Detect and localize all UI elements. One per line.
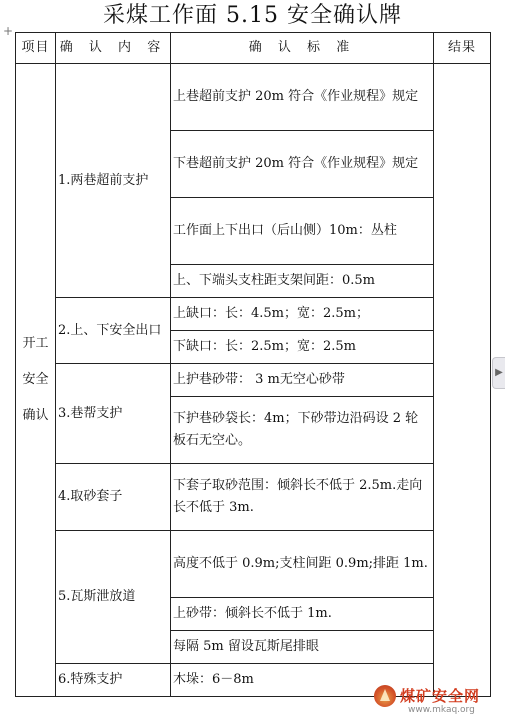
content-cell: 1.两巷超前支护 <box>56 64 171 298</box>
standard-cell: 下巷超前支护 20m 符合《作业规程》规定 <box>171 131 434 198</box>
content-cell: 3.巷帮支护 <box>56 364 171 464</box>
standard-cell: 工作面上下出口（后山侧）10m：丛柱 <box>171 198 434 265</box>
table-row <box>16 298 491 331</box>
standard-cell: 下护巷砂袋长：4m；下砂带边沿码设 2 轮板石无空心。 <box>171 397 434 464</box>
page-title: 采煤工作面 5.15 安全确认牌 <box>103 3 402 28</box>
table-row <box>16 364 491 397</box>
confirmation-table <box>15 32 491 697</box>
table-row <box>16 464 491 531</box>
standard-cell: 木垛：6－8m <box>171 664 434 697</box>
content-cell: 5.瓦斯泄放道 <box>56 531 171 664</box>
arrow-right-icon: ▶ <box>495 367 503 378</box>
content-cell: 6.特殊支护 <box>56 664 171 697</box>
standard-cell: 下缺口：长：2.5m；宽：2.5m <box>171 331 434 364</box>
header-content: 确 认 内 容 <box>56 33 171 64</box>
watermark-url: www.mkaq.org <box>408 705 475 715</box>
result-cell[interactable] <box>434 64 491 697</box>
standard-cell: 上、下端头支柱距支架间距：0.5m <box>171 265 434 298</box>
content-cell: 2.上、下安全出口 <box>56 298 171 364</box>
standard-cell: 每隔 5m 留设瓦斯尾排眼 <box>171 631 434 664</box>
table-row <box>16 64 491 131</box>
item-label: 开工安全确认 <box>22 336 49 423</box>
standard-cell: 高度不低于 0.9m;支柱间距 0.9m;排距 1m. <box>171 531 434 598</box>
standard-cell: 上缺口：长：4.5m；宽：2.5m； <box>171 298 434 331</box>
standard-cell: 下套子取砂范围：倾斜长不低于 2.5m.走向长不低于 3m. <box>171 464 434 531</box>
content-cell: 4.取砂套子 <box>56 464 171 531</box>
header-standard: 确 认 标 准 <box>171 33 434 64</box>
standard-cell: 上砂带：倾斜长不低于 1m. <box>171 598 434 631</box>
header-result: 结果 <box>434 33 491 64</box>
header-item: 项目 <box>16 33 56 64</box>
table-move-handle-icon[interactable]: + <box>3 24 14 38</box>
flame-logo-icon <box>374 685 396 707</box>
watermark <box>372 683 505 719</box>
standard-cell: 上巷超前支护 20m 符合《作业规程》规定 <box>171 64 434 131</box>
standard-cell: 上护巷砂带： 3 m无空心砂带 <box>171 364 434 397</box>
item-cell <box>16 64 56 697</box>
table-header-row <box>16 33 491 64</box>
watermark-name: 煤矿安全网 <box>400 687 481 705</box>
table-row <box>16 531 491 598</box>
side-scroll-tab[interactable] <box>492 357 505 389</box>
